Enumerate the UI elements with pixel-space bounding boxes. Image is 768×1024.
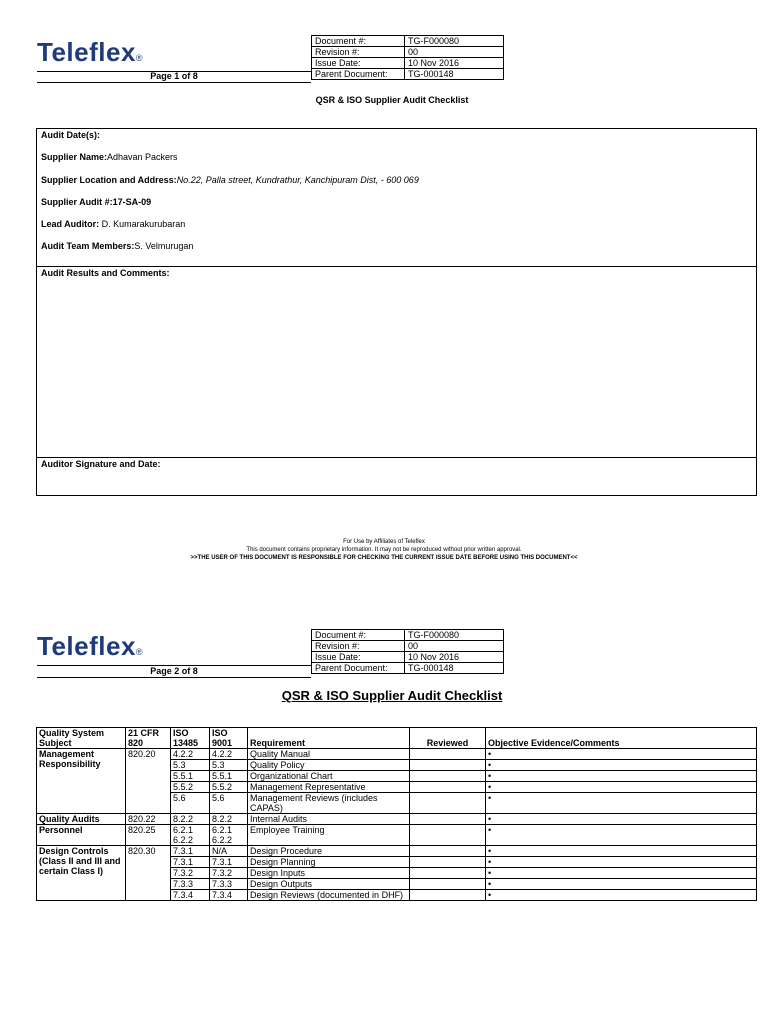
iso9001-cell: 7.3.4 (210, 890, 248, 901)
col-reviewed: Reviewed (410, 728, 486, 749)
evidence-cell[interactable] (486, 760, 757, 771)
header-row (312, 630, 504, 641)
bullet-icon (488, 760, 491, 770)
header-value: 10 Nov 2016 (405, 652, 504, 663)
bullet-icon (488, 879, 491, 889)
bullet-icon (488, 782, 491, 792)
reviewed-cell[interactable] (410, 760, 486, 771)
table-header-row (37, 728, 757, 749)
evidence-cell[interactable] (486, 749, 757, 760)
evidence-cell[interactable] (486, 814, 757, 825)
iso9001-cell: 5.5.1 (210, 771, 248, 782)
reviewed-cell[interactable] (410, 857, 486, 868)
reviewed-cell[interactable] (410, 825, 486, 846)
audit-results-label: Audit Results and Comments: (41, 268, 170, 278)
subject-cell: Design Controls (Class II and III and certain Class I) (37, 846, 126, 901)
iso13485-cell: 6.2.1 6.2.2 (171, 825, 210, 846)
iso9001-cell: 8.2.2 (210, 814, 248, 825)
requirement-cell: Organizational Chart (248, 771, 410, 782)
evidence-cell[interactable] (486, 879, 757, 890)
page-title: QSR & ISO Supplier Audit Checklist (315, 95, 469, 105)
supplier-audit-value: 17-SA-09 (112, 197, 152, 207)
requirement-cell: Design Inputs (248, 868, 410, 879)
lead-auditor-label: Lead Auditor: (41, 219, 100, 229)
requirement-cell: Design Reviews (documented in DHF) (248, 890, 410, 901)
evidence-cell[interactable] (486, 868, 757, 879)
subject-cell: Quality Audits (37, 814, 126, 825)
header-value: TG-000148 (405, 69, 504, 80)
requirement-cell: Management Representative (248, 782, 410, 793)
company-name: Teleflex (37, 631, 136, 661)
evidence-cell[interactable] (486, 825, 757, 846)
iso9001-cell: 4.2.2 (210, 749, 248, 760)
reviewed-cell[interactable] (410, 814, 486, 825)
col-iso9001: ISO 9001 (210, 728, 248, 749)
iso9001-cell: 7.3.2 (210, 868, 248, 879)
header-value: 10 Nov 2016 (405, 58, 504, 69)
header-label: Issue Date: (312, 58, 405, 69)
col-iso13485: ISO 13485 (171, 728, 210, 749)
reviewed-cell[interactable] (410, 879, 486, 890)
header-value: TG-F000080 (405, 630, 504, 641)
bullet-icon (488, 846, 491, 856)
cfr-cell: 820.25 (126, 825, 171, 846)
iso9001-cell: 5.3 (210, 760, 248, 771)
supplier-location-label: Supplier Location and Address: (41, 175, 177, 185)
audit-team-value: S. Velmurugan (134, 241, 194, 251)
col-evidence: Objective Evidence/Comments (486, 728, 757, 749)
audit-dates-label: Audit Date(s): (41, 130, 100, 140)
reviewed-cell[interactable] (410, 846, 486, 857)
iso9001-cell: 5.6 (210, 793, 248, 814)
col-subject: Quality System Subject (37, 728, 126, 749)
iso13485-cell: 5.5.1 (171, 771, 210, 782)
footer-line-2: This document contains proprietary information. It may not be reproduced without prior written approval. (246, 547, 522, 553)
cfr-cell: 820.22 (126, 814, 171, 825)
evidence-cell[interactable] (486, 771, 757, 782)
table-row (37, 749, 757, 760)
audit-checklist-table (36, 727, 757, 901)
lead-auditor-value: D. Kumarakurubaran (99, 219, 186, 229)
header-label: Parent Document: (312, 663, 405, 674)
teleflex-logo: Teleflex® (37, 631, 144, 661)
iso9001-cell: 7.3.3 (210, 879, 248, 890)
iso9001-cell: 7.3.1 (210, 857, 248, 868)
table-row (37, 814, 757, 825)
table-row (37, 846, 757, 857)
bullet-icon (488, 825, 491, 835)
evidence-cell[interactable] (486, 782, 757, 793)
bullet-icon (488, 868, 491, 878)
page-number: Page 2 of 8 (150, 666, 198, 676)
header-label: Issue Date: (312, 652, 405, 663)
iso13485-cell: 8.2.2 (171, 814, 210, 825)
header-label: Document #: (312, 36, 405, 47)
iso13485-cell: 4.2.2 (171, 749, 210, 760)
bullet-icon (488, 890, 491, 900)
header-label: Revision #: (312, 47, 405, 58)
supplier-location-value: No.22, Palla street, Kundrathur, Kanchipuram Dist, - 600 069 (176, 175, 419, 185)
teleflex-logo: Teleflex® (37, 37, 144, 67)
bullet-icon (488, 857, 491, 867)
requirement-cell: Internal Audits (248, 814, 410, 825)
reviewed-cell[interactable] (410, 793, 486, 814)
iso9001-cell: 5.5.2 (210, 782, 248, 793)
header-row (312, 652, 504, 663)
cfr-cell: 820.20 (126, 749, 171, 814)
iso13485-cell: 7.3.1 (171, 857, 210, 868)
iso13485-cell: 5.3 (171, 760, 210, 771)
header-value: TG-F000080 (405, 36, 504, 47)
requirement-cell: Design Procedure (248, 846, 410, 857)
requirement-cell: Quality Policy (248, 760, 410, 771)
requirement-cell: Design Outputs (248, 879, 410, 890)
auditor-signature-label: Auditor Signature and Date: (41, 459, 161, 469)
bullet-icon (488, 749, 491, 759)
evidence-cell[interactable] (486, 890, 757, 901)
iso13485-cell: 7.3.1 (171, 846, 210, 857)
iso9001-cell: 6.2.1 6.2.2 (210, 825, 248, 846)
header-value: 00 (405, 641, 504, 652)
iso13485-cell: 7.3.2 (171, 868, 210, 879)
reviewed-cell[interactable] (410, 868, 486, 879)
requirement-cell: Design Planning (248, 857, 410, 868)
iso13485-cell: 7.3.3 (171, 879, 210, 890)
reviewed-cell[interactable] (410, 782, 486, 793)
document-header-table (311, 629, 504, 674)
cfr-cell: 820.30 (126, 846, 171, 901)
footer-line-3: >>THE USER OF THIS DOCUMENT IS RESPONSIBLE FOR CHECKING THE CURRENT ISSUE DATE BEFORE USING THIS DOCUMENT<< (190, 555, 578, 561)
audit-team-label: Audit Team Members: (41, 241, 135, 251)
header-row (312, 641, 504, 652)
header-label: Parent Document: (312, 69, 405, 80)
supplier-name-label: Supplier Name: (41, 152, 108, 162)
subject-cell: Management Responsibility (37, 749, 126, 814)
iso9001-cell: N/A (210, 846, 248, 857)
evidence-cell[interactable] (486, 846, 757, 857)
requirement-cell: Quality Manual (248, 749, 410, 760)
page-title: QSR & ISO Supplier Audit Checklist (281, 688, 503, 703)
reviewed-cell[interactable] (410, 890, 486, 901)
company-name: Teleflex (37, 37, 136, 67)
bullet-icon (488, 771, 491, 781)
header-label: Document #: (312, 630, 405, 641)
bullet-icon (488, 793, 491, 803)
header-value: TG-000148 (405, 663, 504, 674)
requirement-cell: Management Reviews (includes CAPAS) (248, 793, 410, 814)
subject-cell: Personnel (37, 825, 126, 846)
supplier-name-value: Adhavan Packers (107, 152, 178, 162)
supplier-audit-label: Supplier Audit #: (41, 197, 113, 207)
iso13485-cell: 7.3.4 (171, 890, 210, 901)
header-row (312, 663, 504, 674)
requirement-cell: Employee Training (248, 825, 410, 846)
header-value: 00 (405, 47, 504, 58)
reviewed-cell[interactable] (410, 749, 486, 760)
footer-line-1: For Use by Affiliates of Teleflex (343, 539, 425, 545)
header-label: Revision #: (312, 641, 405, 652)
reviewed-cell[interactable] (410, 771, 486, 782)
col-cfr: 21 CFR 820 (126, 728, 171, 749)
table-row (37, 825, 757, 846)
header-rule-bottom (37, 677, 311, 678)
page-number: Page 1 of 8 (150, 71, 198, 81)
iso13485-cell: 5.6 (171, 793, 210, 814)
iso13485-cell: 5.5.2 (171, 782, 210, 793)
evidence-cell[interactable] (486, 793, 757, 814)
bullet-icon (488, 814, 491, 824)
checklist-body (37, 749, 757, 901)
evidence-cell[interactable] (486, 857, 757, 868)
col-requirement: Requirement (248, 728, 410, 749)
